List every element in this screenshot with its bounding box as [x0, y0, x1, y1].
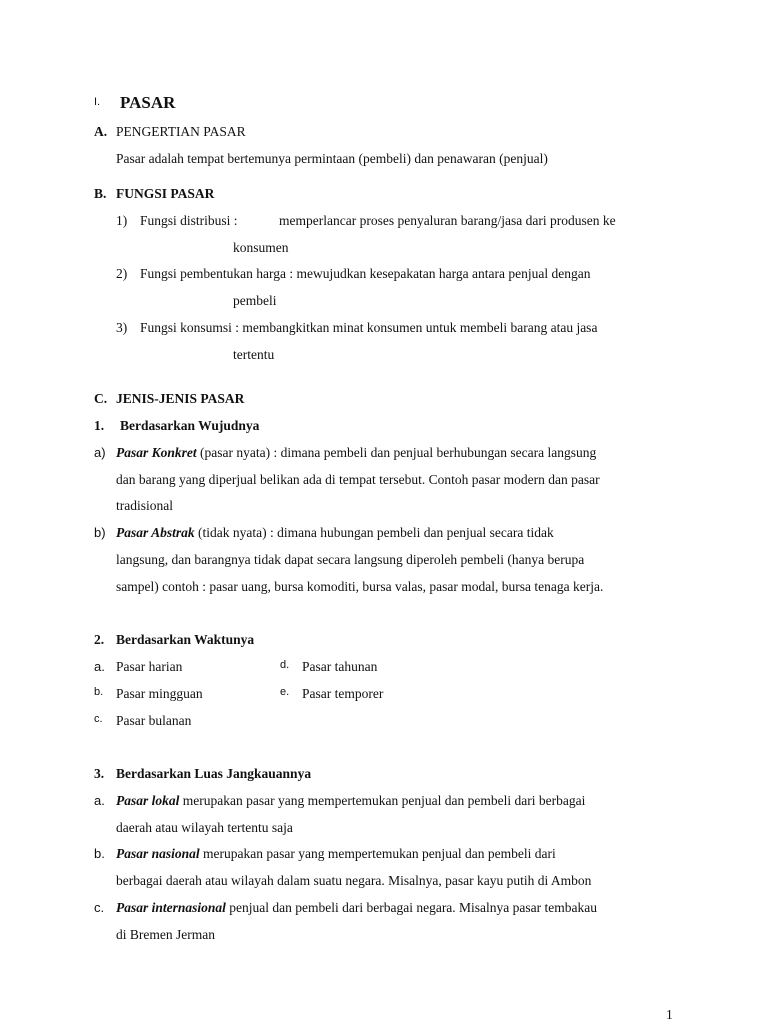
list-number: 2) — [116, 266, 128, 281]
list-item — [116, 445, 596, 461]
heading-jenis: JENIS-JENIS PASAR — [116, 391, 245, 406]
list-item: Pasar mingguan — [116, 686, 203, 701]
subsection-number: 2. — [94, 632, 105, 647]
item-text: merupakan pasar yang mempertemukan penjual dan pembeli dari — [199, 846, 556, 861]
item-marker: b. — [94, 846, 105, 861]
item-text: berbagai daerah atau wilayah dalam suatu negara. Misalnya, pasar kayu putih di Ambon — [116, 873, 592, 888]
item-text: di Bremen Jerman — [116, 927, 215, 942]
heading-marker: C. — [94, 391, 108, 406]
list-item: Pasar bulanan — [116, 713, 192, 728]
list-item-label: Fungsi distribusi : — [140, 213, 238, 228]
item-text: (tidak nyata) : dimana hubungan pembeli dan penjual secara tidak — [194, 525, 554, 540]
page-title: PASAR — [120, 93, 176, 112]
list-item: Pasar temporer — [302, 686, 384, 701]
list-item: Pasar tahunan — [302, 659, 378, 674]
item-text: dan barang yang diperjual belikan ada di tempat tersebut. Contoh pasar modern dan pasar — [116, 472, 600, 487]
subsection-number: 3. — [94, 766, 105, 781]
subsection-title: Berdasarkan Waktunya — [116, 632, 255, 647]
item-marker: b) — [94, 525, 106, 540]
list-item: Pasar harian — [116, 659, 183, 674]
page-number: 1 — [666, 1007, 673, 1022]
list-item-label: Fungsi pembentukan harga : mewujudkan kesepakatan harga antara penjual dengan — [140, 266, 591, 281]
subsection-title: Berdasarkan Luas Jangkauannya — [116, 766, 312, 781]
item-text: merupakan pasar yang mempertemukan penjual dan pembeli dari berbagai — [179, 793, 586, 808]
heading-marker: A. — [94, 124, 108, 139]
item-text: (pasar nyata) : dimana pembeli dan penjual berhubungan secara langsung — [196, 445, 597, 460]
term: Pasar nasional — [116, 846, 200, 861]
list-item-label: Fungsi konsumsi : membangkitkan minat konsumen untuk membeli barang atau jasa — [140, 320, 598, 335]
term: Pasar Konkret — [116, 445, 197, 460]
item-marker: e. — [280, 686, 290, 698]
subsection-title: Berdasarkan Wujudnya — [120, 418, 260, 433]
heading-pengertian: PENGERTIAN PASAR — [116, 124, 246, 139]
term: Pasar lokal — [116, 793, 180, 808]
item-marker: b. — [94, 686, 104, 698]
item-text: sampel) contoh : pasar uang, bursa komoditi, bursa valas, pasar modal, bursa tenaga kerja. — [116, 579, 604, 594]
list-item-cont: konsumen — [233, 240, 289, 255]
pengertian-body: Pasar adalah tempat bertemunya permintaan (pembeli) dan penawaran (penjual) — [116, 151, 548, 166]
list-item — [116, 900, 597, 916]
list-item — [116, 525, 554, 541]
heading-marker: B. — [94, 186, 107, 201]
list-number: 1) — [116, 213, 128, 228]
term: Pasar Abstrak — [116, 525, 195, 540]
term: Pasar internasional — [116, 900, 226, 915]
item-text: langsung, dan barangnya tidak dapat secara langsung diperoleh pembeli (hanya berupa — [116, 552, 585, 567]
list-item-cont: pembeli — [233, 293, 277, 308]
list-item-cont: tertentu — [233, 347, 275, 362]
item-marker: a) — [94, 445, 106, 460]
list-number: 3) — [116, 320, 128, 335]
item-text: daerah atau wilayah tertentu saja — [116, 820, 293, 835]
list-item — [116, 846, 556, 862]
section-marker: I. — [94, 96, 101, 108]
list-item-desc: memperlancar proses penyaluran barang/jasa dari produsen ke — [279, 213, 616, 228]
item-text: tradisional — [116, 498, 173, 513]
item-marker: c. — [94, 900, 105, 915]
item-marker: a. — [94, 659, 105, 674]
item-marker: a. — [94, 793, 105, 808]
item-marker: d. — [280, 659, 290, 671]
list-item — [116, 793, 585, 809]
item-marker: c. — [94, 713, 103, 725]
heading-fungsi: FUNGSI PASAR — [116, 186, 215, 201]
subsection-number: 1. — [94, 418, 105, 433]
item-text: penjual dan pembeli dari berbagai negara. Misalnya pasar tembakau — [225, 900, 598, 915]
